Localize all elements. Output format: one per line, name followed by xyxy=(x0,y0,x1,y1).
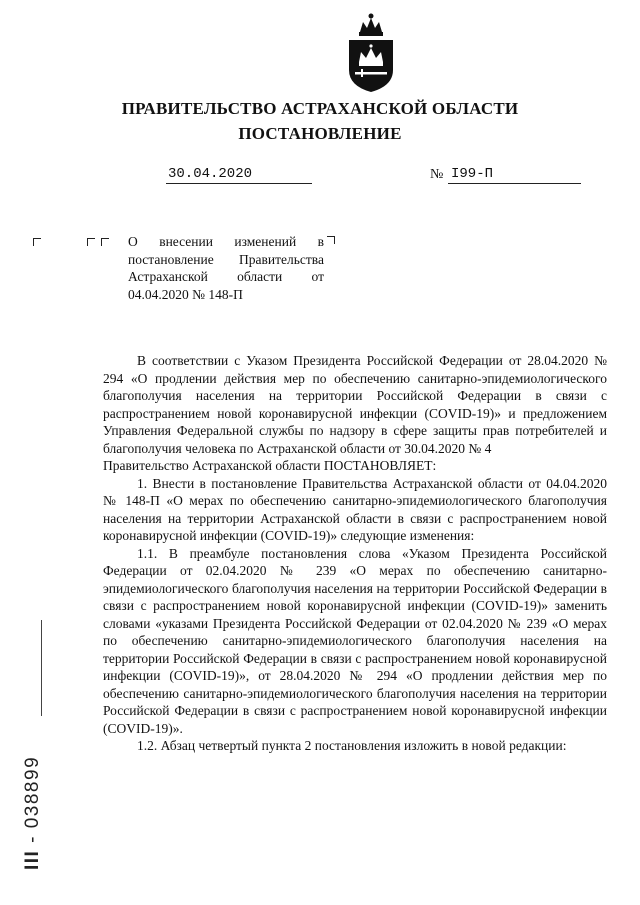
document-body xyxy=(103,352,607,755)
body-paragraph: 1. Внести в постановление Правительства Астраханской области от 04.04.2020 № 148-П «О мерах по обеспечению санитарно-эпидемиологического благополучия населения на территории Астраханской области в связи с распространением новой коронавирусной инфекции (COVID-19)» следующие изменения: xyxy=(103,475,607,543)
margin-corner-mark xyxy=(33,238,41,246)
margin-line xyxy=(41,620,42,716)
document-number-field xyxy=(430,166,578,183)
subject-corner-mark xyxy=(101,238,109,246)
subject-corner-mark xyxy=(87,238,95,246)
body-paragraph: 1.2. Абзац четвертый пункта 2 постановления изложить в новой редакции: xyxy=(137,738,567,753)
body-paragraph: Правительство Астраханской области ПОСТАНОВЛЯЕТ: xyxy=(103,458,437,473)
body-paragraph: В соответствии с Указом Президента Российской Федерации от 28.04.2020 № 294 «О продлении действия мер по обеспечению санитарно-эпидемиологического благополучия населения на территории Российской Федерации в связи с распространением новой коронавирусной инфекции (COVID-19)» и предложением Управления Федеральной службы по надзору в сфере защиты прав потребителей и благополучия человека по Астраханской области от 30.04.2020 № 4 xyxy=(103,353,607,456)
document-type: ПОСТАНОВЛЕНИЕ xyxy=(238,124,402,143)
body-paragraph: 1.1. В преамбуле постановления слова «Указом Президента Российской Федерации от 02.04.2020 № 239 «О мерах по обеспечению санитарно-эпидемиологического благополучия населения на территории Российской Федерации в связи с распространением новой коронавирусной инфекции (COVID-19)» заменить словами «указами Президента Российской Федерации от 02.04.2020 № 239 «О мерах по обеспечению санитарно-эпидемиологического благополучия населения на территории Российской Федерации в связи с распространением новой коронавирусной инфекции (COVID-19)», от 28.04.2020 № 294 «О продлении действия мер по обеспечению санитарно-эпидемиологического благополучия населения на территории Российской Федерации в связи с распространением новой коронавирусной инфекции (COVID-19)». xyxy=(103,545,607,736)
form-number: - 038899 xyxy=(22,755,43,843)
subject-corner-mark xyxy=(327,236,335,244)
form-series: III xyxy=(22,849,43,870)
document-number: I99-П xyxy=(448,166,581,184)
number-sign: № xyxy=(430,167,444,182)
document-subject: О внесении изменений в постановление Правительства Астраханской области от 04.04.2020 № 148-П xyxy=(128,234,324,302)
form-serial-number xyxy=(22,756,44,870)
organization-title: ПРАВИТЕЛЬСТВО АСТРАХАНСКОЙ ОБЛАСТИ xyxy=(121,99,519,118)
document-date: 30.04.2020 xyxy=(166,166,312,184)
astrakhan-coat-of-arms-icon xyxy=(343,12,399,94)
